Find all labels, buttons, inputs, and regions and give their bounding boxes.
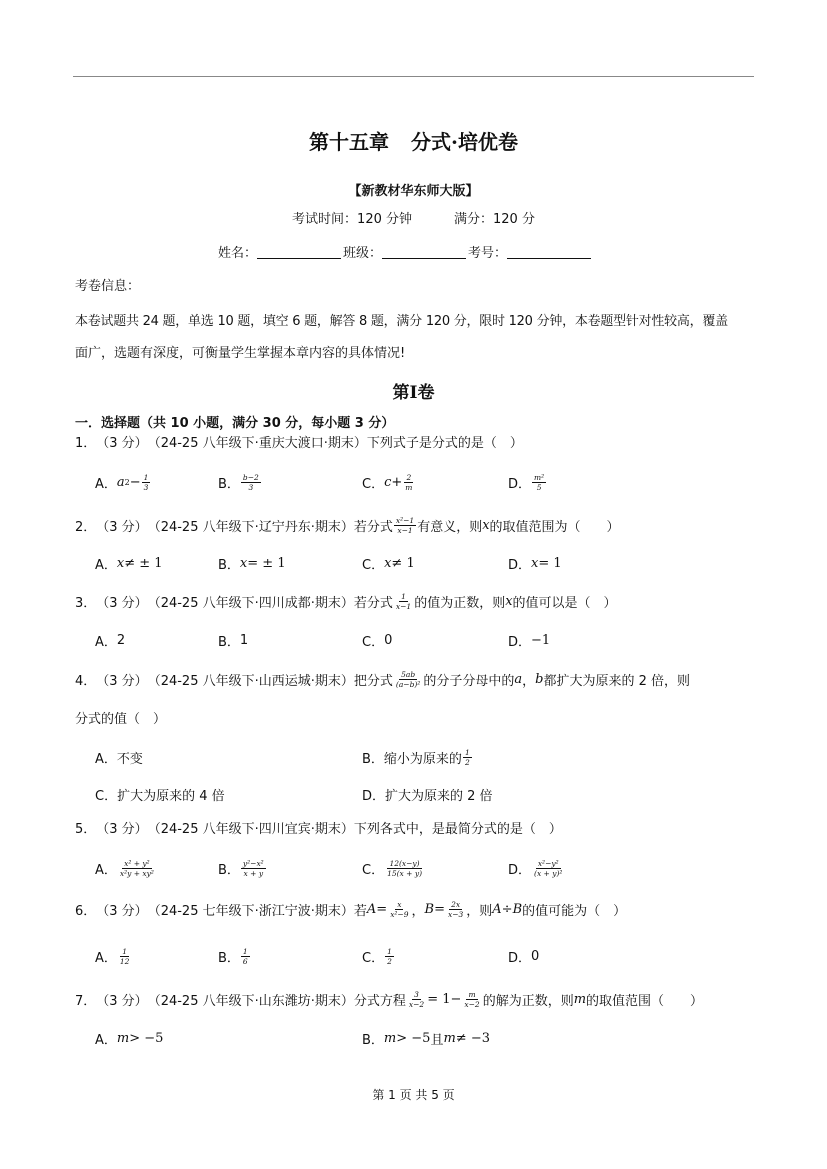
- name-label: 姓名：: [218, 246, 258, 261]
- option-d[interactable]: [508, 853, 565, 883]
- fraction-denominator: 3: [143, 482, 149, 492]
- math-variable: c: [384, 474, 392, 490]
- text-run: 下列各式中，是最简分式的是（ ）: [353, 821, 562, 837]
- option-d[interactable]: [508, 548, 562, 578]
- question-stem: [75, 510, 620, 540]
- option-label: A．: [95, 862, 117, 878]
- math-variable: A: [492, 901, 502, 917]
- question-stem: [75, 812, 562, 842]
- option-d[interactable]: [508, 625, 550, 655]
- option-b[interactable]: [218, 853, 267, 883]
- text-run: ，: [522, 673, 536, 689]
- math-variable: x: [482, 517, 490, 533]
- option-label: C．: [362, 634, 385, 650]
- question-score: （3 分）: [96, 595, 148, 611]
- option-c[interactable]: [362, 941, 395, 971]
- option-label: D．: [508, 862, 532, 878]
- fraction: [532, 859, 564, 878]
- option-label: C．: [362, 557, 385, 573]
- question-number: 6．: [75, 903, 97, 919]
- text-run: 1: [239, 632, 249, 648]
- fraction-numerator: 1: [143, 472, 149, 482]
- option-d[interactable]: [508, 467, 547, 497]
- fraction-denominator: x−1: [397, 525, 413, 535]
- question-source: （24-25 八年级下·辽宁丹东·期末）: [147, 519, 354, 535]
- math-variable: A: [366, 901, 377, 917]
- page-footer: 第 1 页 共 5 页: [372, 1088, 455, 1102]
- math-variable: m: [383, 1030, 397, 1046]
- fraction: [241, 947, 250, 966]
- question-number: 2．: [75, 519, 97, 535]
- question-source: （24-25 八年级下·四川宜宾·期末）: [147, 821, 354, 837]
- question-stem: [75, 984, 703, 1014]
- question-score: （3 分）: [96, 673, 148, 689]
- math-expression: ≠ 1: [391, 555, 415, 571]
- question-stem: [75, 426, 523, 456]
- fraction: [403, 473, 414, 492]
- fraction: [407, 990, 426, 1009]
- math-variable: x: [384, 555, 392, 571]
- name-blank[interactable]: [257, 246, 341, 259]
- exam-time: 考试时间：120 分钟: [292, 212, 412, 227]
- question-score: （3 分）: [96, 519, 148, 535]
- fraction: [394, 670, 422, 689]
- option-label: C．: [95, 788, 118, 804]
- text-run: 缩小为原来的: [383, 751, 462, 767]
- fraction: [446, 900, 465, 919]
- math-exponent: 2: [124, 477, 130, 487]
- question-source: （24-25 八年级下·山东潍坊·期末）: [147, 993, 354, 1009]
- text-run: 把分式: [353, 673, 393, 689]
- math-variable: m: [443, 1030, 456, 1046]
- option-d[interactable]: [362, 779, 493, 809]
- fraction-numerator: 12(x−y): [389, 858, 420, 868]
- text-run: 的值可以是（ ）: [512, 595, 617, 611]
- question-score: （3 分）: [96, 435, 148, 451]
- fraction-numerator: 1: [122, 946, 128, 956]
- info-heading: 考卷信息：: [75, 279, 141, 294]
- fraction-numerator: 3: [414, 989, 419, 999]
- question-score: （3 分）: [96, 821, 148, 837]
- fraction-denominator: x−2: [408, 999, 425, 1009]
- option-label: B．: [218, 950, 240, 966]
- option-b[interactable]: [362, 1023, 490, 1053]
- fraction-denominator: (x + y)²: [534, 868, 563, 878]
- text-run: 的分子分母中的: [423, 673, 515, 689]
- fraction-numerator: 5ab: [401, 669, 416, 679]
- fraction-denominator: 3: [248, 482, 254, 492]
- option-label: A．: [95, 1032, 117, 1048]
- fraction: [385, 947, 394, 966]
- text-run: 0: [531, 948, 540, 964]
- option-label: D．: [508, 557, 532, 573]
- fraction-denominator: (a−b)²: [395, 679, 421, 689]
- fraction: [118, 947, 132, 966]
- fraction-denominator: 15(x + y): [387, 868, 422, 878]
- fraction: [394, 592, 413, 611]
- fraction-denominator: 5: [536, 482, 542, 492]
- info-line-1: 本卷试题共 24 题，单选 10 题，填空 6 题，解答 8 题，满分 120 分，限时 120 分钟，本卷题型针对性较高，覆盖: [75, 314, 728, 329]
- text-run: 2: [116, 632, 126, 648]
- option-label: D．: [508, 950, 532, 966]
- math-variable: a: [514, 671, 523, 687]
- math-variable: x: [531, 555, 539, 571]
- option-a[interactable]: [95, 467, 151, 497]
- option-label: C．: [362, 950, 385, 966]
- header-rule: [73, 76, 754, 77]
- fraction-denominator: 6: [242, 956, 248, 966]
- math-expression: ≠ −3: [455, 1030, 490, 1046]
- option-a[interactable]: [95, 742, 143, 772]
- math-expression: ≠ ± 1: [124, 555, 163, 571]
- question-source: （24-25 八年级下·重庆大渡口·期末）: [147, 435, 367, 451]
- option-b[interactable]: [362, 742, 473, 772]
- math-expression: > −5: [129, 1030, 164, 1046]
- class-label: 班级：: [343, 246, 383, 261]
- option-label: C．: [362, 476, 385, 492]
- math-variable: B: [512, 901, 523, 917]
- option-label: B．: [218, 634, 240, 650]
- option-label: D．: [362, 788, 386, 804]
- question-stem-continued: 分式的值（ ）: [75, 711, 167, 727]
- fraction-numerator: x²−1: [395, 515, 415, 525]
- fraction-numerator: 2x: [451, 899, 461, 909]
- math-variable: x: [505, 593, 513, 609]
- math-variable: x: [239, 555, 248, 571]
- volume-title: 第Ⅰ卷: [392, 383, 435, 403]
- math-variable: x: [116, 555, 125, 571]
- text-run: 不变: [116, 751, 143, 767]
- fraction-numerator: 1: [242, 946, 248, 956]
- fraction: [462, 990, 481, 1009]
- text-run: 扩大为原来的 4 倍: [117, 788, 225, 804]
- option-b[interactable]: [218, 467, 262, 497]
- math-expression: =: [434, 901, 445, 917]
- option-b[interactable]: [218, 625, 248, 655]
- text-run: 若: [353, 903, 367, 919]
- fraction-denominator: 2: [387, 956, 392, 966]
- question-score: （3 分）: [96, 993, 148, 1009]
- option-b[interactable]: [218, 941, 251, 971]
- question-stem: [75, 894, 626, 924]
- fraction-denominator: x²y + xy²: [119, 868, 154, 878]
- fraction: [463, 748, 472, 767]
- section-heading: 一．选择题（共 10 小题，满分 30 分，每小题 3 分）: [75, 416, 395, 431]
- math-expression: =: [376, 901, 388, 917]
- fraction-numerator: 1: [401, 591, 406, 601]
- fraction: [388, 900, 410, 919]
- text-run: 的取值范围（ ）: [586, 993, 704, 1009]
- fraction-denominator: x−1: [395, 601, 412, 611]
- option-c[interactable]: [362, 853, 425, 883]
- option-b[interactable]: [218, 548, 286, 578]
- math-variable: m: [116, 1030, 130, 1046]
- fraction-denominator: x²−9: [390, 909, 409, 919]
- full-score: 满分：120 分: [454, 212, 535, 227]
- fraction: [241, 859, 266, 878]
- option-a[interactable]: [95, 1023, 163, 1053]
- question-number: 4．: [75, 673, 97, 689]
- text-run: 的取值范围为（ ）: [489, 519, 620, 535]
- exam-info: [0, 208, 827, 227]
- text-run: 都扩大为原来的 2 倍，则: [543, 673, 690, 689]
- fraction-numerator: b−2: [242, 472, 259, 482]
- math-expression: = ± 1: [247, 555, 286, 571]
- option-a[interactable]: [95, 941, 132, 971]
- text-run: 的值可能为（ ）: [522, 903, 627, 919]
- text-run: ，则: [466, 903, 493, 919]
- math-expression: −1: [531, 632, 551, 648]
- class-blank[interactable]: [382, 246, 466, 259]
- text-run: 下列式子是分式的是（ ）: [366, 435, 523, 451]
- question-score: （3 分）: [96, 903, 148, 919]
- fraction-numerator: m²: [534, 472, 545, 482]
- option-c[interactable]: [95, 779, 225, 809]
- text-run: 若分式: [353, 595, 393, 611]
- fraction-denominator: 2: [464, 757, 470, 767]
- option-label: B．: [218, 862, 240, 878]
- math-variable: m: [573, 991, 587, 1007]
- question-number: 5．: [75, 821, 97, 837]
- math-variable: a: [116, 474, 125, 490]
- text-run: 0: [384, 632, 393, 648]
- fraction: [394, 516, 416, 535]
- fraction: [241, 473, 261, 492]
- math-expression: ÷: [501, 901, 513, 917]
- option-c[interactable]: [362, 548, 415, 578]
- fraction: [118, 859, 156, 878]
- text-run: −: [129, 474, 141, 490]
- text-run: 若分式: [353, 519, 393, 535]
- option-label: A．: [95, 634, 117, 650]
- option-label: B．: [218, 557, 240, 573]
- option-label: D．: [508, 476, 532, 492]
- fraction-numerator: 2: [406, 472, 412, 482]
- math-expression: > −5: [396, 1030, 431, 1046]
- question-number: 3．: [75, 595, 97, 611]
- id-blank[interactable]: [507, 246, 591, 259]
- option-a[interactable]: [95, 625, 125, 655]
- option-label: B．: [218, 476, 240, 492]
- option-label: A．: [95, 950, 117, 966]
- info-line-2: 面广，选题有深度，可衡量学生掌握本章内容的具体情况!: [75, 346, 406, 361]
- question-number: 7．: [75, 993, 97, 1009]
- id-label: 考号：: [468, 246, 508, 261]
- text-run: 的解为正数，则: [482, 993, 574, 1009]
- fraction-numerator: x² + y²: [124, 858, 150, 868]
- option-a[interactable]: [95, 548, 163, 578]
- question-number: 1．: [75, 435, 97, 451]
- text-run: 扩大为原来的 2 倍: [385, 788, 493, 804]
- chapter-label: 第十五章: [309, 130, 390, 154]
- text-run: ，: [411, 903, 425, 919]
- fraction-numerator: m: [468, 989, 476, 999]
- fraction-numerator: x: [397, 899, 402, 909]
- option-c[interactable]: [362, 467, 415, 497]
- fraction-denominator: x−3: [447, 909, 464, 919]
- text-run: 分式方程: [353, 993, 406, 1009]
- text-run: 且: [430, 1032, 444, 1048]
- fraction-denominator: x−2: [464, 999, 480, 1009]
- question-stem: [75, 664, 690, 694]
- option-label: A．: [95, 476, 117, 492]
- fraction: [142, 473, 151, 492]
- text-run: 的值为正数，则: [414, 595, 506, 611]
- option-label: B．: [362, 751, 384, 767]
- fraction-numerator: x²−y²: [537, 858, 559, 868]
- question-source: （24-25 八年级下·山西运城·期末）: [147, 673, 354, 689]
- math-expression: = 1: [538, 555, 562, 571]
- fraction: [385, 859, 424, 878]
- text-run: 有意义，则: [417, 519, 483, 535]
- fraction-numerator: 1: [387, 946, 392, 956]
- option-label: A．: [95, 751, 117, 767]
- fraction-denominator: m: [405, 482, 413, 492]
- option-d[interactable]: [508, 941, 539, 971]
- question-stem: [75, 586, 617, 616]
- option-label: C．: [362, 862, 385, 878]
- option-label: A．: [95, 557, 117, 573]
- option-label: B．: [362, 1032, 384, 1048]
- math-variable: B: [424, 901, 435, 917]
- option-a[interactable]: [95, 853, 157, 883]
- question-source: （24-25 七年级下·浙江宁波·期末）: [147, 903, 354, 919]
- fraction-denominator: 12: [119, 956, 130, 966]
- edition-label: 【新教材华东师大版】: [348, 184, 479, 199]
- fraction-numerator: y²−x²: [242, 858, 264, 868]
- text-run: +: [391, 474, 403, 490]
- question-source: （24-25 八年级下·四川成都·期末）: [147, 595, 354, 611]
- fraction-denominator: x + y: [243, 868, 264, 878]
- option-c[interactable]: [362, 625, 392, 655]
- math-expression: = 1−: [427, 991, 462, 1007]
- page-title: [0, 126, 827, 155]
- student-info-row: [218, 242, 593, 261]
- option-label: D．: [508, 634, 532, 650]
- fraction-numerator: 1: [464, 747, 470, 757]
- fraction: [532, 473, 546, 492]
- math-variable: b: [535, 671, 544, 687]
- title-text: 分式·培优卷: [411, 130, 518, 154]
